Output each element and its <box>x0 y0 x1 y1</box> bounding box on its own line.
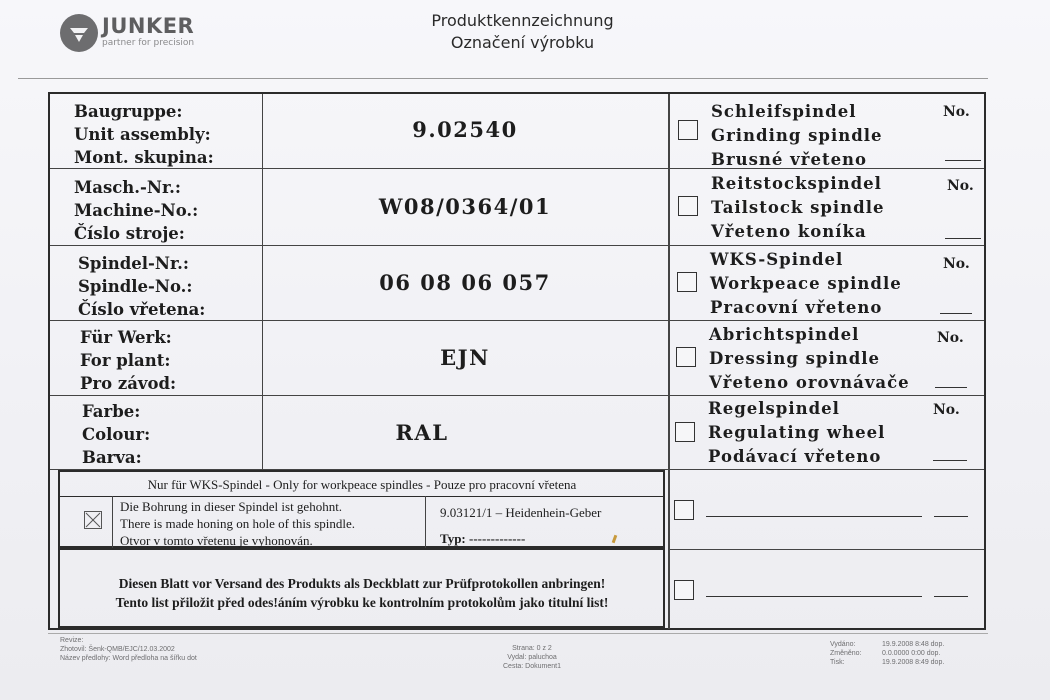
value-colour: RAL <box>395 420 449 445</box>
field-label-for-plant: Für Werk: For plant: Pro závod: <box>80 328 177 393</box>
honing-checkbox[interactable] <box>84 511 102 529</box>
number-field-line[interactable] <box>935 387 967 388</box>
brand-tagline: partner for precision <box>102 38 195 48</box>
title-german: Produktkennzeichnung <box>431 11 614 30</box>
junker-logo <box>60 14 194 52</box>
extra-field-line[interactable] <box>706 516 922 517</box>
row-divider <box>670 395 984 396</box>
spindle-label-dressing: Abrichtspindel Dressing spindle Vřeteno orovnávače <box>709 325 910 392</box>
checkbox-grinding-spindle[interactable] <box>678 120 698 140</box>
row-divider <box>670 245 984 246</box>
encoder-type: Typ: ------------- <box>440 531 526 546</box>
row-divider <box>670 549 984 550</box>
checkbox-tailstock-spindle[interactable] <box>678 196 698 216</box>
footer-divider <box>48 633 988 634</box>
number-field-line[interactable] <box>933 460 967 461</box>
extra-field-line[interactable] <box>706 596 922 597</box>
value-unit-assembly: 9.02540 <box>412 117 518 142</box>
spindle-label-grinding: Schleifspindel Grinding spindle Brusné vřeteno <box>711 102 883 169</box>
number-field-line[interactable] <box>945 160 981 161</box>
no-label: No. <box>933 402 960 418</box>
number-field-line[interactable] <box>940 313 972 314</box>
notice-text: Diesen Blatt vor Versand des Produkts als Deckblatt zur Prüfprotokollen anbringen! Tento list přiložit před odes!áním výrobku ke kontrolním protokolům jako titulní list! <box>115 576 609 610</box>
checkbox-extra-2[interactable] <box>674 580 694 600</box>
field-label-spindle-no: Spindel-Nr.: Spindle-No.: Číslo vřetena: <box>78 254 206 319</box>
junker-logo-icon <box>60 14 98 52</box>
honing-note: Die Bohrung in dieser Spindel ist gehohnt. There is made honing on hole of this spindle. Otvor v tomto vřetenu je vyhonován. <box>120 499 356 548</box>
title-czech: Označení výrobku <box>450 33 595 52</box>
value-machine-no: W08/0364/01 <box>378 194 552 219</box>
checkbox-dressing-spindle[interactable] <box>676 347 696 367</box>
brand-name: JUNKER <box>102 14 195 38</box>
wks-heading: Nur für WKS-Spindel - Only for workpeace spindles - Pouze pro pracovní vřetena <box>147 477 577 492</box>
checkbox-workpiece-spindle[interactable] <box>677 272 697 292</box>
no-label: No. <box>943 104 970 120</box>
no-label: No. <box>943 256 970 272</box>
number-field-line[interactable] <box>934 596 968 597</box>
checkbox-extra-1[interactable] <box>674 500 694 520</box>
cross-mark-icon <box>85 512 101 528</box>
wks-divider <box>112 496 113 548</box>
field-label-colour: Farbe: Colour: Barva: <box>82 402 151 467</box>
value-for-plant: EJN <box>440 345 490 370</box>
footer-revision-info: Revize: Zhotovil: Šenk-QMB/EJC/12.03.2002 Název předlohy: Word předloha na šířku dot <box>60 637 197 662</box>
row-divider <box>50 245 668 246</box>
spindle-label-regulating: Regelspindel Regulating wheel Podávací vřeteno <box>708 399 886 466</box>
field-label-machine-no: Masch.-Nr.: Machine-No.: Číslo stroje: <box>74 178 199 243</box>
header-divider <box>18 78 988 79</box>
encoder-reference: 9.03121/1 – Heidenhein-Geber <box>440 505 602 520</box>
footer-date-labels: Vydáno: Změněno: Tisk: <box>830 641 862 666</box>
spindle-label-tailstock: Reitstockspindel Tailstock spindle Vřeteno koníka <box>711 174 885 241</box>
page-title <box>380 10 665 54</box>
spindle-label-workpiece: WKS-Spindel Workpeace spindle Pracovní vřeteno <box>710 250 902 317</box>
wks-heading-divider <box>60 496 664 497</box>
row-divider <box>50 395 668 396</box>
value-spindle-no: 06 08 06 057 <box>379 270 551 295</box>
no-label: No. <box>937 330 964 346</box>
row-divider <box>670 469 984 470</box>
checkbox-regulating-wheel[interactable] <box>675 422 695 442</box>
footer-date-values: 19.9.2008 8:48 dop. 0.0.0000 0:00 dop. 19.9.2008 8:49 dop. <box>882 641 945 666</box>
number-field-line[interactable] <box>934 516 968 517</box>
field-label-unit-assembly: Baugruppe: Unit assembly: Mont. skupina: <box>74 102 214 167</box>
row-divider <box>670 320 984 321</box>
footer-page-info: Strana: 0 z 2 Vydal: paluchoa Cesta: Dokument1 <box>503 645 561 670</box>
no-label: No. <box>947 178 974 194</box>
number-field-line[interactable] <box>945 238 981 239</box>
wks-divider <box>425 496 426 548</box>
